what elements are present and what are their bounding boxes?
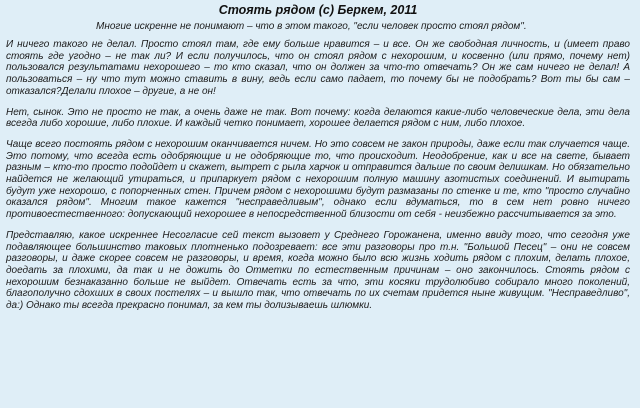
document-title: Стоять рядом (с) Беркем, 2011 <box>218 3 418 17</box>
paragraph-1: И ничего такого не делал. Просто стоял там, где ему больше нравится – и все. Он же свободная личность, и (имеет право стоять где угодно – не так ли? И если получилось, что он стоял рядом с нехорошим, и косвенно (или прямо, почему нет) пользовался результатами нехорошего – то кто сказал, что он должен за что-то отвечать? Он же сам ничего не делал! А пользоваться – ну что тут можно ставить в вину, ведь если само падает, то почему бы не подобрать? Вот ты бы сам – отказался?Делали плохое – другие, а не он! <box>6 39 630 97</box>
paragraph-3: Чаще всего постоять рядом с нехорошим оканчивается ничем. Но это совсем не закон природы, даже если так случается чаще. Это потому, что всегда есть одобряющие и не одобряющие то, что происходит. Неодобрение, как и все на свете, бывает разным – кто-то просто подойдет и скажет, вытрет с рыла харчок и отправится дальше по своим делишкам. Но обязательно найдется не желающий утираться, и припаркует рядом с нехорошим полную машину азотистых соединений. И вытирать будут уже нехорошо, с попорченных стен. Причем рядом с нехорошими будут размазаны по стенке и те, кто "просто случайно оказался рядом". Многим такое кажется "несправедливым", однако если вдуматься, то в сем нет ровно ничего противоестественного: допускающий нехорошее в непосредственной близости от себя - неизбежно рассчитывается за это. <box>6 138 630 221</box>
paragraph-2: Нет, сынок. Это не просто не так, а очень даже не так. Вот почему: когда делаются какие-либо человеческие дела, эти дела всегда либо хорошие, либо плохие. И каждый четко понимает, хорошее делается рядом с ним, либо плохое. <box>6 106 630 130</box>
document-subtitle: Многие искренне не понимают – что в этом такого, "если человек просто стоял рядом". <box>96 21 527 32</box>
paragraph-4: Представляю, какое искреннее Несогласие сей текст вызовет у Среднего Горожанена, именно ввиду того, что сегодня уже подавляющее большинство таковых плотненько подозревает: все эти разговоры про т.н. "Большой Песец" – они не совсем разговоры, и даже скорее совсем не разговоры, и время, когда можно было всю жизнь ходить рядом с плохим, делать плохое, доедать за плохими, да так и не дожить до Отметки по естественным причинам – оно закончилось. Стоять рядом с нехорошим безнаказанно больше не выйдет. Отвечать есть за что, эти косяки трудолюбиво собирало много поколений, благополучно сдохших в своих постелях – и вышло так, что отвечать по их счетам придется ныне живущим. "Несправедливо", да:) Однако ты всегда прекрасно понимал, за кем ты долизываешь шлюмки. <box>6 229 630 312</box>
